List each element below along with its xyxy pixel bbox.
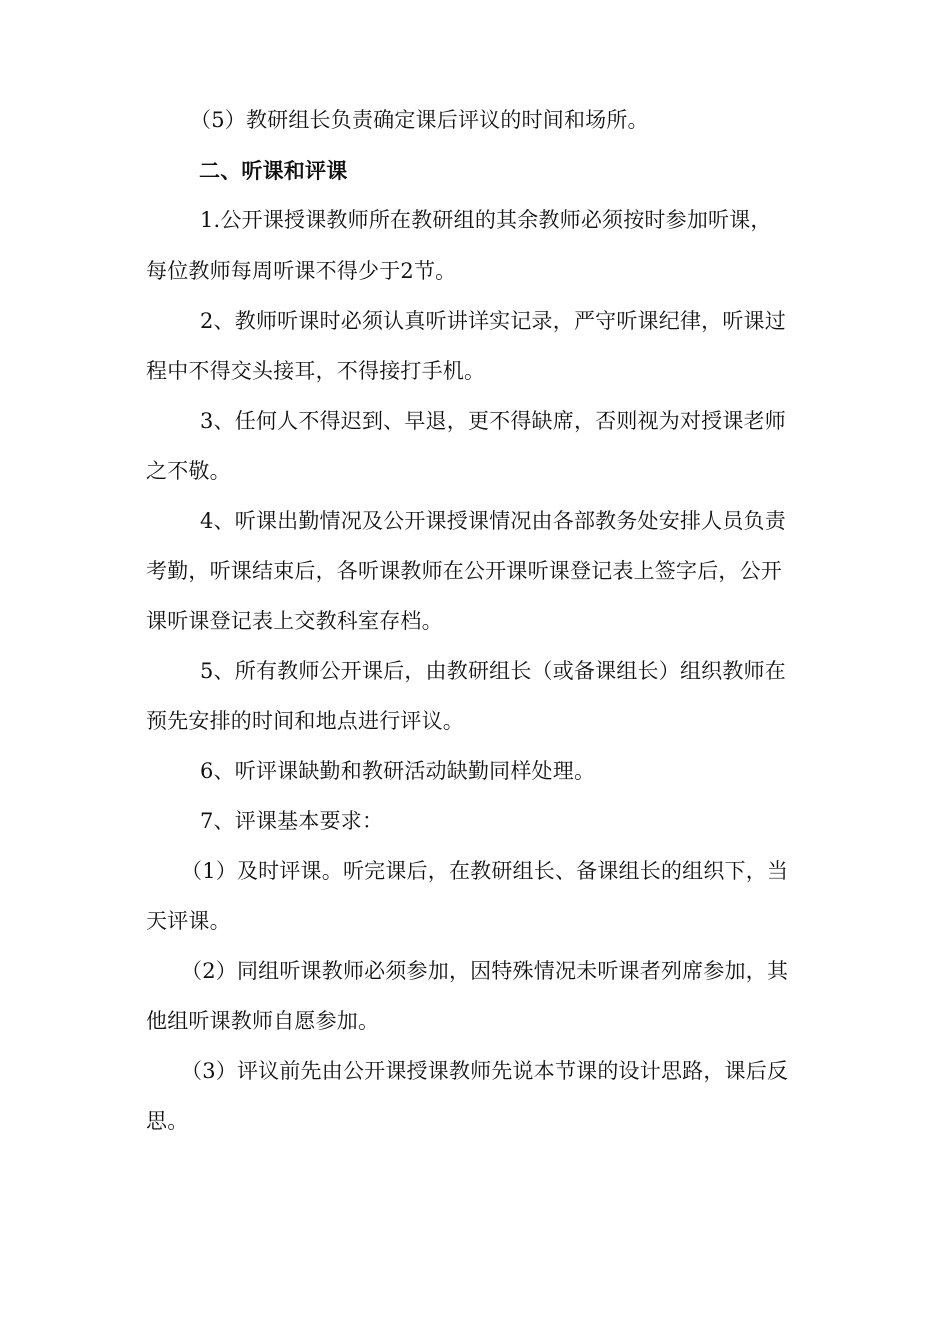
rule-5-line-2: 预先安排的时间和地点进行评议。 bbox=[146, 709, 464, 733]
rule-3-line-1: 3、任何人不得迟到、早退，更不得缺席，否则视为对授课老师 bbox=[200, 409, 786, 433]
requirement-3-line-2: 思。 bbox=[146, 1109, 189, 1133]
requirement-1-line-2: 天评课。 bbox=[146, 909, 231, 933]
rule-1-line-1: 1.公开课授课教师所在教研组的其余教师必须按时参加听课， bbox=[200, 208, 772, 232]
rule-4-line-1: 4、听课出勤情况及公开课授课情况由各部教务处安排人员负责 bbox=[200, 509, 786, 533]
rule-3-line-2: 之不敬。 bbox=[146, 459, 231, 483]
rule-2-line-2: 程中不得交头接耳，不得接打手机。 bbox=[146, 359, 486, 383]
rule-4-line-3: 课听课登记表上交教科室存档。 bbox=[146, 609, 443, 633]
item-5-text: （5）教研组长负责确定课后评议的时间和场所。 bbox=[190, 108, 649, 132]
rule-2-line-1: 2、教师听课时必须认真听讲详实记录，严守听课纪律，听课过 bbox=[200, 309, 786, 333]
requirement-3-line-1: （3）评议前先由公开课授课教师先说本节课的设计思路，课后反 bbox=[181, 1059, 789, 1083]
requirement-1-line-1: （1）及时评课。听完课后，在教研组长、备课组长的组织下，当 bbox=[181, 859, 789, 883]
requirement-2-line-2: 他组听课教师自愿参加。 bbox=[146, 1009, 380, 1033]
rule-4-line-2: 考勤，听课结束后，各听课教师在公开课听课登记表上签字后，公开 bbox=[146, 559, 782, 583]
rule-6: 6、听评课缺勤和教研活动缺勤同样处理。 bbox=[200, 759, 596, 783]
rule-1-line-2: 每位教师每周听课不得少于2节。 bbox=[146, 259, 457, 283]
section-title: 二、听课和评课 bbox=[199, 158, 348, 183]
rule-7: 7、评课基本要求： bbox=[200, 809, 384, 833]
rule-5-line-1: 5、所有教师公开课后，由教研组长（或备课组长）组织教师在 bbox=[200, 659, 786, 683]
requirement-2-line-1: （2）同组听课教师必须参加，因特殊情况未听课者列席参加，其 bbox=[181, 959, 789, 983]
